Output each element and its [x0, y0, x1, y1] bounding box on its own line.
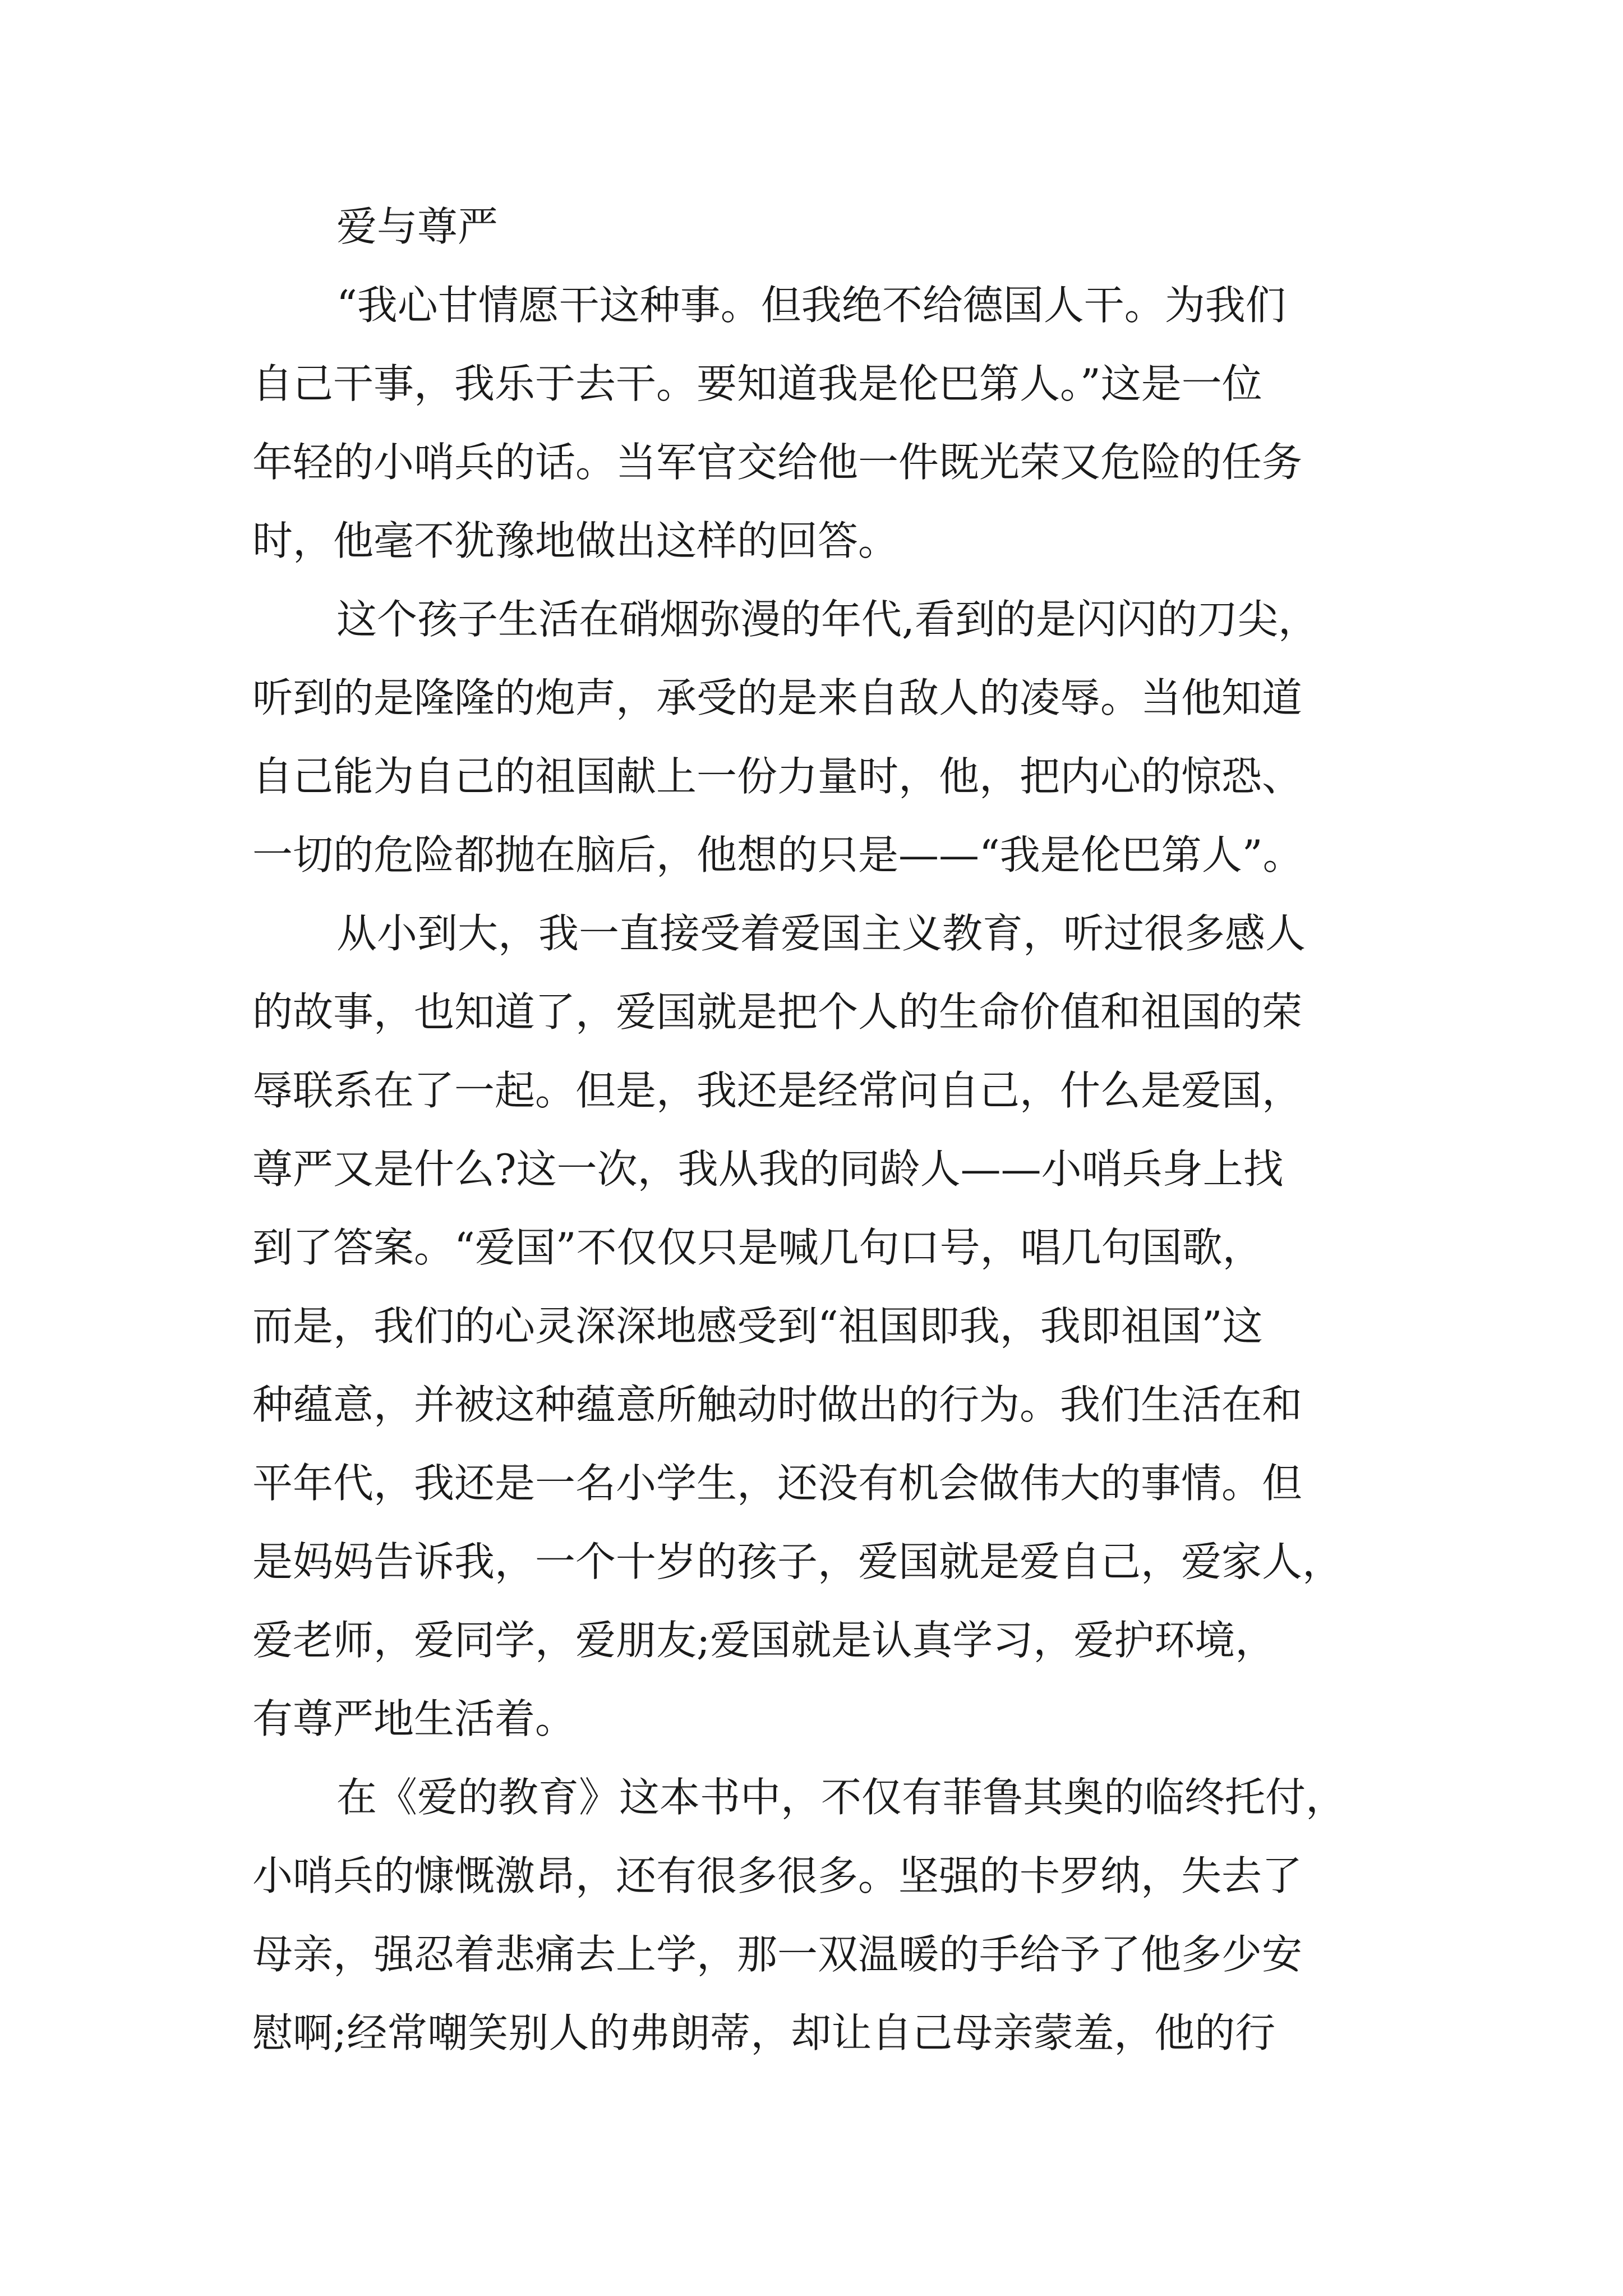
text-line: 而是，我们的心灵深深地感受到“祖国即我，我即祖国”这 [252, 1303, 1263, 1350]
text-line: 听到的是隆隆的炮声，承受的是来自敌人的凌辱。当他知道 [252, 674, 1303, 721]
text-line: 这个孩子生活在硝烟弥漫的年代,看到的是闪闪的刀尖， [336, 596, 1318, 643]
text-line: “我心甘情愿干这种事。但我绝不给德国人干。为我们 [336, 282, 1286, 329]
text-line: 有尊严地生活着。 [252, 1695, 576, 1742]
text-line: 的故事，也知道了，爱国就是把个人的生命价值和祖国的荣 [252, 988, 1303, 1036]
text-line: 到了答案。“爱国”不仅仅只是喊几句口号，唱几句国歌， [252, 1224, 1263, 1271]
text-line: 种蕴意，并被这种蕴意所触动时做出的行为。我们生活在和 [252, 1381, 1303, 1428]
text-line: 辱联系在了一起。但是，我还是经常问自己，什么是爱国， [252, 1067, 1303, 1114]
text-line: 时，他毫不犹豫地做出这样的回答。 [252, 517, 899, 564]
text-line: 年轻的小哨兵的话。当军官交给他一件既光荣又危险的任务 [252, 439, 1303, 486]
text-line: 母亲，强忍着悲痛去上学，那一双温暖的手给予了他多少安 [252, 1931, 1303, 1978]
text-line: 自己能为自己的祖国献上一份力量时，他，把内心的惊恐、 [252, 753, 1303, 800]
text-line: 爱老师，爱同学，爱朋友;爱国就是认真学习，爱护环境， [252, 1617, 1276, 1664]
document-title: 爱与尊严 [336, 203, 499, 250]
text-line: 自己干事，我乐于去干。要知道我是伦巴第人。”这是一位 [252, 360, 1262, 407]
text-line: 平年代，我还是一名小学生，还没有机会做伟大的事情。但 [252, 1460, 1303, 1507]
text-line: 一切的危险都抛在脑后，他想的只是——“我是伦巴第人”。 [252, 831, 1303, 878]
text-line: 小哨兵的慷慨激昂，还有很多很多。坚强的卡罗纳，失去了 [252, 1852, 1303, 1899]
text-line: 是妈妈告诉我，一个十岁的孩子，爱国就是爱自己，爱家人， [252, 1538, 1343, 1585]
text-line: 慰啊;经常嘲笑别人的弗朗蒂，却让自己母亲蒙羞，他的行 [252, 2009, 1276, 2056]
text-line: 尊严又是什么?这一次，我从我的同龄人——小哨兵身上找 [252, 1145, 1284, 1193]
text-line: 从小到大，我一直接受着爱国主义教育，听过很多感人 [336, 910, 1306, 957]
text-line: 在《爱的教育》这本书中，不仅有菲鲁其奥的临终托付， [336, 1774, 1347, 1821]
